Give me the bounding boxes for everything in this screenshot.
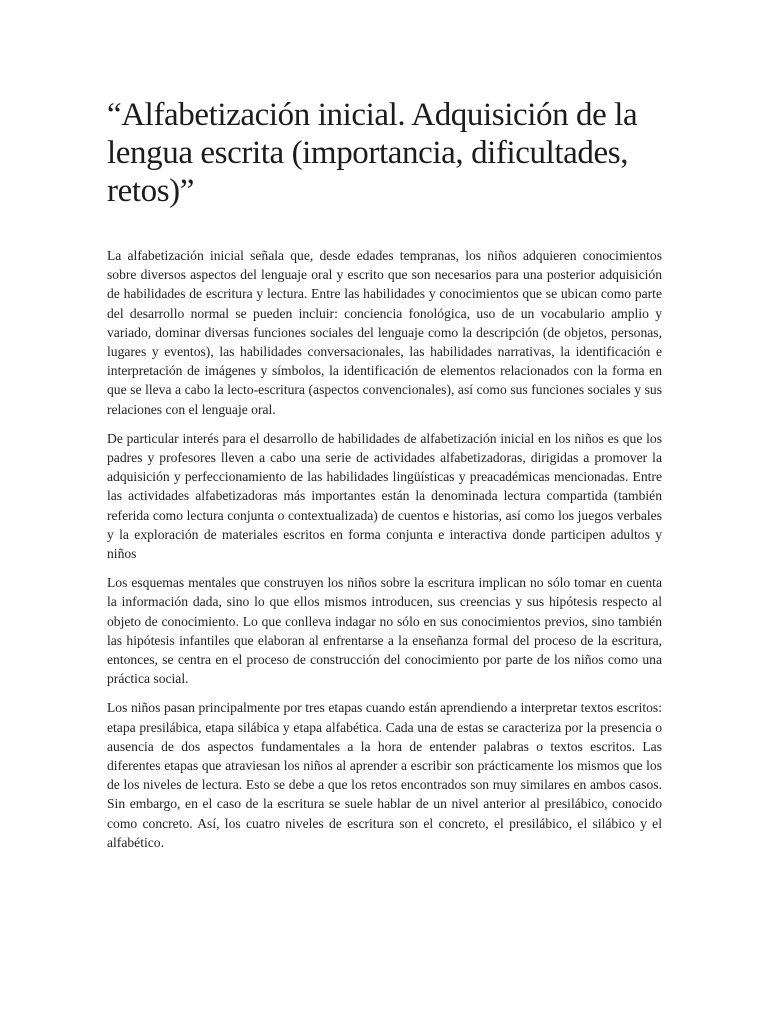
document-title: “Alfabetización inicial. Adquisición de la lengua escrita (importancia, dificultades, retos)”	[107, 97, 638, 209]
paragraph-1: La alfabetización inicial señala que, desde edades tempranas, los niños adquieren conocimientos sobre diversos aspectos del lenguaje oral y escrito que son necesarios para una posterior adquisición de habilidades de escritura y lectura. Entre las habilidades y conocimientos que se ubican como parte del desarrollo normal se pueden incluir: conciencia fonológica, uso de un vocabulario amplio y variado, dominar diversas funciones sociales del lenguaje como la descripción (de objetos, personas, lugares y eventos), las habilidades conversacionales, las habilidades narrativas, la identificación e interpretación de imágenes y símbolos, la identificación de elementos relacionados con la forma en que se lleva a cabo la lecto-escritura (aspectos convencionales), así como sus funciones sociales y sus relaciones con el lenguaje oral.	[107, 248, 662, 417]
paragraph-3: Los esquemas mentales que construyen los niños sobre la escritura implican no sólo tomar en cuenta la información dada, sino lo que ellos mismos introducen, sus creencias y sus hipótesis respecto al objeto de conocimiento. Lo que conlleva indagar no sólo en sus conocimientos previos, sino también las hipótesis infantiles que elaboran al enfrentarse a la enseñanza formal del proceso de la escritura, entonces, se centra en el proceso de construcción del conocimiento por parte de los niños como una práctica social.	[107, 575, 662, 687]
paragraph-4: Los niños pasan principalmente por tres etapas cuando están aprendiendo a interpretar textos escritos: etapa presilábica, etapa silábica y etapa alfabética. Cada una de estas se caracteriza por la presencia o ausencia de dos aspectos fundamentales a la hora de entender palabras o textos escritos. Las diferentes etapas que atraviesan los niños al aprender a escribir son prácticamente los mismos que los de los niveles de lectura. Esto se debe a que los retos encontrados son muy similares en ambos casos. Sin embargo, en el caso de la escritura se suele hablar de un nivel anterior al presilábico, conocido como concreto. Así, los cuatro niveles de escritura son el concreto, el presilábico, el silábico y el alfabético.	[107, 700, 662, 850]
document-body	[107, 246, 662, 862]
paragraph-2: De particular interés para el desarrollo de habilidades de alfabetización inicial en los niños es que los padres y profesores lleven a cabo una serie de actividades alfabetizadoras, dirigidas a promover la adquisición y perfeccionamiento de las habilidades lingüísticas y preacadémicas mencionadas. Entre las actividades alfabetizadoras más importantes están la denominada lectura compartida (también referida como lectura conjunta o contextualizada) de cuentos e historias, así como los juegos verbales y la exploración de materiales escritos en forma conjunta e interactiva donde participen adultos y niños	[107, 430, 662, 562]
